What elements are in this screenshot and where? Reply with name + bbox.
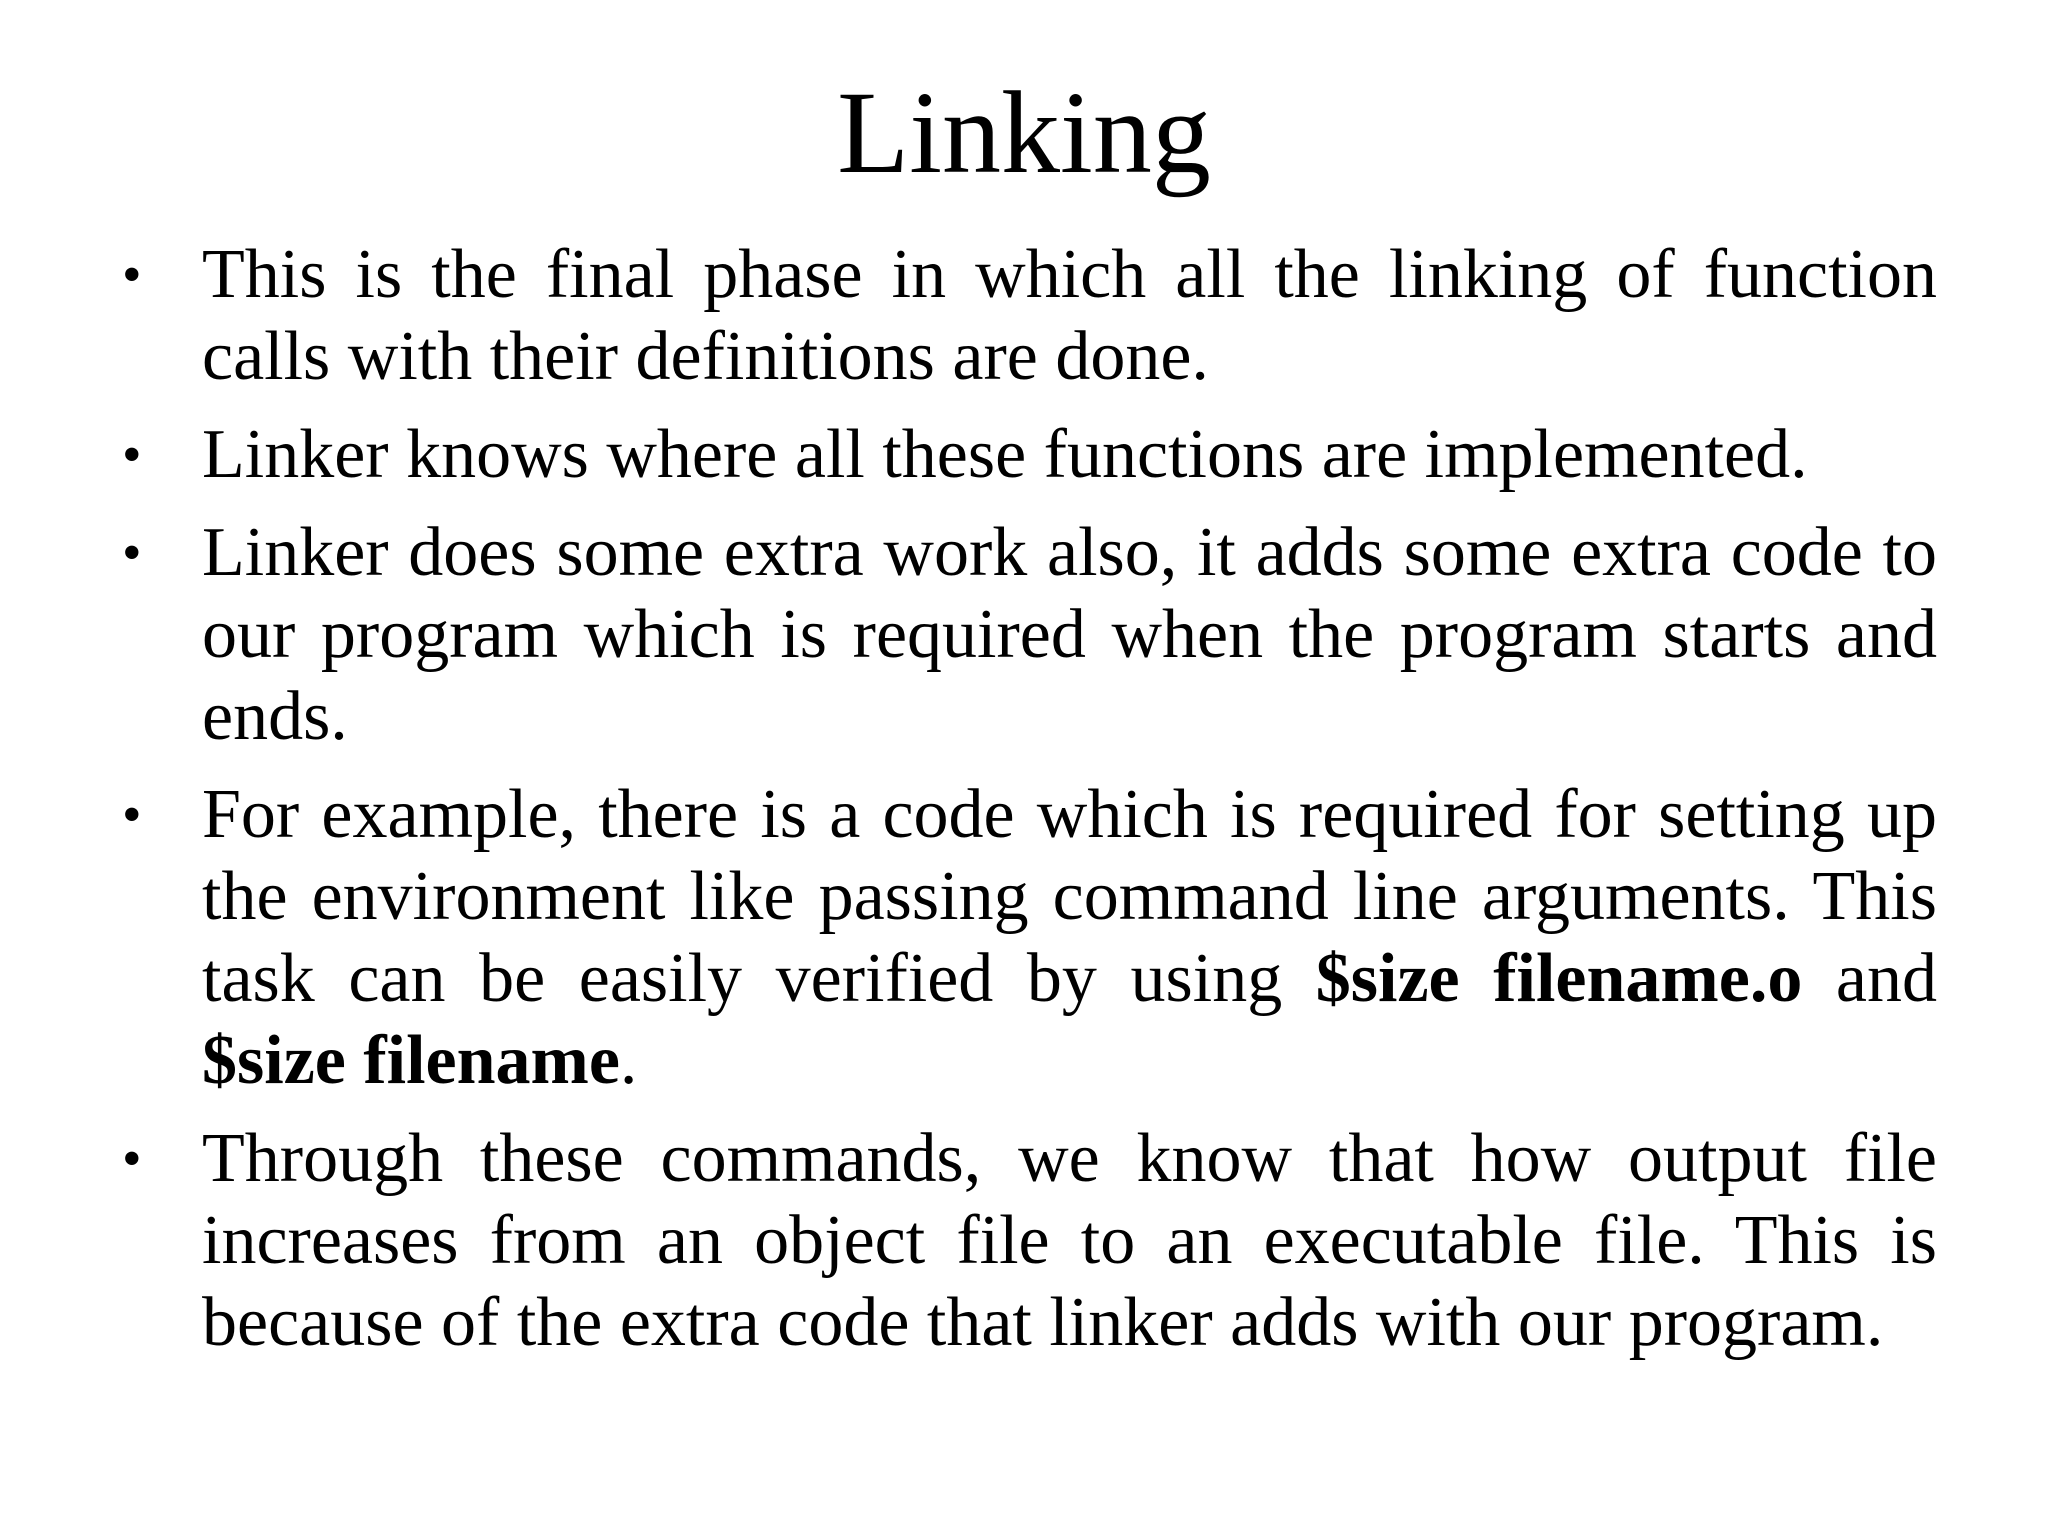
bullet-icon: • bbox=[122, 244, 142, 306]
bullet-icon: • bbox=[122, 424, 142, 486]
bullet-icon: • bbox=[122, 1128, 142, 1190]
bullet-item bbox=[122, 774, 1937, 1102]
bullet-text: Linker does some extra work also, it adds some extra code to our program which is required when the program starts and ends. bbox=[202, 514, 1937, 755]
bullet-item bbox=[122, 512, 1937, 758]
bullet-list bbox=[122, 234, 1937, 1380]
bullet-text: . bbox=[619, 1022, 638, 1099]
command-text: $size filename bbox=[202, 1022, 620, 1099]
bullet-text: Linker knows where all these functions are implemented. bbox=[202, 416, 1808, 493]
slide-title: Linking bbox=[837, 67, 1211, 198]
bullet-icon: • bbox=[122, 522, 142, 584]
bullet-text: Through these commands, we know that how output file increases from an object file to an executable file. This is because of the extra code that linker adds with our program. bbox=[202, 1120, 1937, 1361]
bullet-text: and bbox=[1802, 940, 1937, 1017]
bullet-item bbox=[122, 234, 1937, 398]
bullet-text: This is the final phase in which all the linking of function calls with their definitions are done. bbox=[202, 236, 1937, 395]
bullet-item bbox=[122, 1118, 1937, 1364]
command-text: $size filename.o bbox=[1315, 940, 1803, 1017]
bullet-icon: • bbox=[122, 784, 142, 846]
bullet-text: For example, there is a code which is required for setting up the environment like passing command line arguments. This task can be easily verified by using bbox=[202, 776, 1937, 1017]
bullet-item bbox=[122, 414, 1937, 496]
